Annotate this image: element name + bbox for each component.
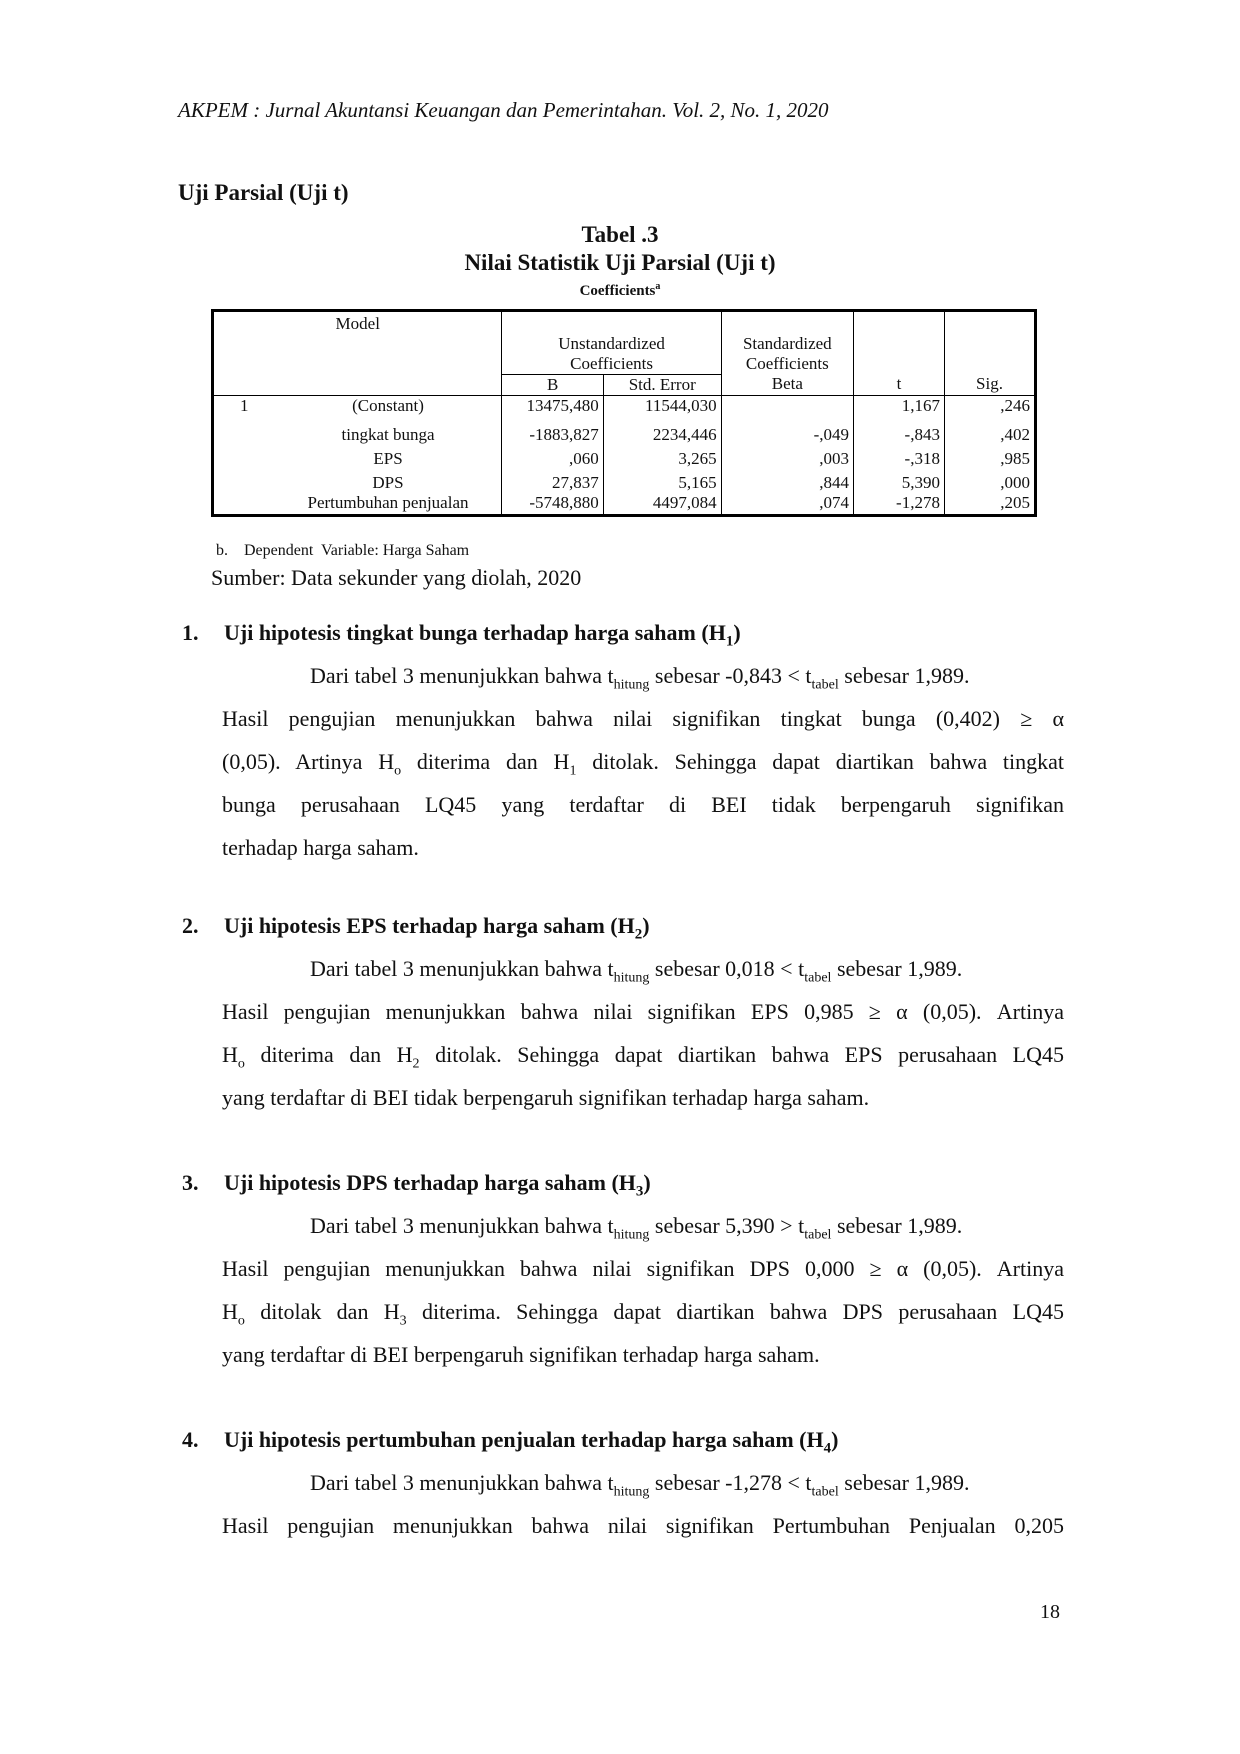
para-line: bunga perusahaan LQ45 yang terdaftar di BEI tidak berpengaruh signifikan [222, 792, 1064, 817]
header-model: Model [213, 311, 502, 375]
table-caption-title: Nilai Statistik Uji Parsial (Uji t) [464, 250, 776, 275]
table-row [213, 425, 1036, 449]
hypothesis-2-title: 2. Uji hipotesis EPS terhadap harga saham $(H_2)$ [182, 913, 650, 943]
cell-sig: ,402 [1000, 425, 1030, 444]
para-line: (0,05). Artinya $H_o$ diterima dan $H_1$ ditolak. Sehingga dapat diartikan bahwa tingkat [222, 749, 1064, 779]
cell-b: -5748,880 [502, 493, 603, 515]
cell-b: 13475,480 [502, 395, 603, 425]
table-note: b. Dependent Variable: Harga Saham [216, 542, 470, 559]
para-line: Dari tabel 3 menunjukkan bahwa $t_{hitung}$ sebesar $-1,278 < t_{tabel}$ sebesar 1,989. [310, 1470, 970, 1500]
para-line: Dari tabel 3 menunjukkan bahwa $t_{hitung}$ sebesar $-0,843 < t_{tabel}$ sebesar 1,989. [310, 663, 970, 693]
row-label: (Constant) [275, 395, 502, 425]
row-label: EPS [275, 449, 502, 473]
hypothesis-4-paragraph [222, 1461, 1064, 1547]
cell-b: -1883,827 [502, 425, 603, 449]
header-t: t [853, 374, 944, 395]
cell-sig: ,000 [1000, 473, 1030, 492]
cell-t: -,843 [853, 425, 944, 449]
page-number: 18 [1040, 1601, 1060, 1623]
cell-b: 27,837 [502, 473, 603, 493]
cell-t: 5,390 [853, 473, 944, 493]
hypothesis-1-paragraph [222, 654, 1064, 869]
cell-t: 1,167 [853, 395, 944, 425]
coefficients-table [211, 309, 1037, 517]
header-std-error: Std. Error [603, 374, 721, 395]
cell-beta [721, 395, 853, 425]
header-sig: Sig. [976, 374, 1003, 393]
cell-se: 3,265 [603, 449, 721, 473]
running-head: AKPEM : Jurnal Akuntansi Keuangan dan Pemerintahan. Vol. 2, No. 1, 2020 [178, 98, 829, 122]
cell-se: 11544,030 [603, 395, 721, 425]
para-line: Dari tabel 3 menunjukkan bahwa $t_{hitung}$ sebesar $5,390 > t_{tabel}$ sebesar 1,989. [310, 1213, 963, 1243]
hypothesis-1-title: 1. Uji hipotesis tingkat bunga terhadap harga saham $(H_1)$ [182, 620, 741, 650]
table-row [213, 395, 1036, 425]
hypothesis-3-paragraph [222, 1204, 1064, 1376]
header-unstandardized: Unstandardized Coefficients [502, 311, 721, 375]
header-b: B [502, 374, 603, 395]
para-line: Hasil pengujian menunjukkan bahwa nilai signifikan DPS 0,000 ≥ α (0,05). Artinya [222, 1256, 1064, 1281]
table-subheader-row [213, 374, 1036, 395]
cell-beta: ,074 [721, 493, 853, 515]
para-line: Hasil pengujian menunjukkan bahwa nilai signifikan EPS 0,985 ≥ α (0,05). Artinya [222, 999, 1064, 1024]
table-source: Sumber: Data sekunder yang diolah, 2020 [211, 565, 582, 590]
cell-se: 5,165 [603, 473, 721, 493]
table-row [213, 493, 1036, 515]
cell-b: ,060 [502, 449, 603, 473]
hypothesis-2-paragraph [222, 947, 1064, 1119]
table-row [213, 449, 1036, 473]
cell-beta: ,844 [721, 473, 853, 493]
para-line: Hasil pengujian menunjukkan bahwa nilai signifikan tingkat bunga (0,402) ≥ α [222, 706, 1064, 731]
para-line: yang terdaftar di BEI tidak berpengaruh signifikan terhadap harga saham. [222, 1085, 870, 1110]
cell-se: 2234,446 [603, 425, 721, 449]
cell-t: -1,278 [853, 493, 944, 515]
para-line: yang terdaftar di BEI berpengaruh signifikan terhadap harga saham. [222, 1342, 820, 1367]
header-standardized: Standardized Coefficients [721, 311, 853, 375]
row-label: DPS [275, 473, 502, 493]
para-line: Dari tabel 3 menunjukkan bahwa $t_{hitung}$ sebesar $0,018 < t_{tabel}$ sebesar 1,989. [310, 956, 963, 986]
para-line: terhadap harga saham. [222, 835, 419, 860]
header-beta: Beta [721, 374, 853, 395]
para-line: $H_o$ ditolak dan $H_3$ diterima. Sehingga dapat diartikan bahwa DPS perusahaan LQ45 [222, 1299, 1064, 1329]
table-label: Coefficients$^a$ [579, 281, 661, 299]
row-label: Pertumbuhan penjualan [275, 493, 502, 515]
header-t-empty [853, 311, 944, 375]
hypothesis-4-title: 4. Uji hipotesis pertumbuhan penjualan terhadap harga saham $(H_4)$ [182, 1427, 839, 1457]
cell-beta: -,049 [721, 425, 853, 449]
table-caption-number: Tabel .3 [581, 222, 659, 247]
cell-sig: ,985 [1000, 449, 1030, 468]
header-sig-empty [944, 311, 1035, 375]
cell-t: -,318 [853, 449, 944, 473]
cell-beta: ,003 [721, 449, 853, 473]
row-label: tingkat bunga [275, 425, 502, 449]
cell-sig: ,205 [1000, 493, 1030, 512]
para-line: $H_o$ diterima dan $H_2$ ditolak. Sehingga dapat diartikan bahwa EPS perusahaan LQ45 [222, 1042, 1064, 1072]
table-row [213, 473, 1036, 493]
hypothesis-3-title: 3. Uji hipotesis DPS terhadap harga saham $(H_3)$ [182, 1170, 651, 1200]
section-heading: Uji Parsial (Uji t) [178, 180, 349, 205]
cell-se: 4497,084 [603, 493, 721, 515]
model-number: 1 [240, 395, 249, 415]
table-header-row [213, 311, 1036, 375]
cell-sig: ,246 [1000, 395, 1030, 415]
para-line: Hasil pengujian menunjukkan bahwa nilai signifikan Pertumbuhan Penjualan 0,205 [222, 1513, 1064, 1538]
